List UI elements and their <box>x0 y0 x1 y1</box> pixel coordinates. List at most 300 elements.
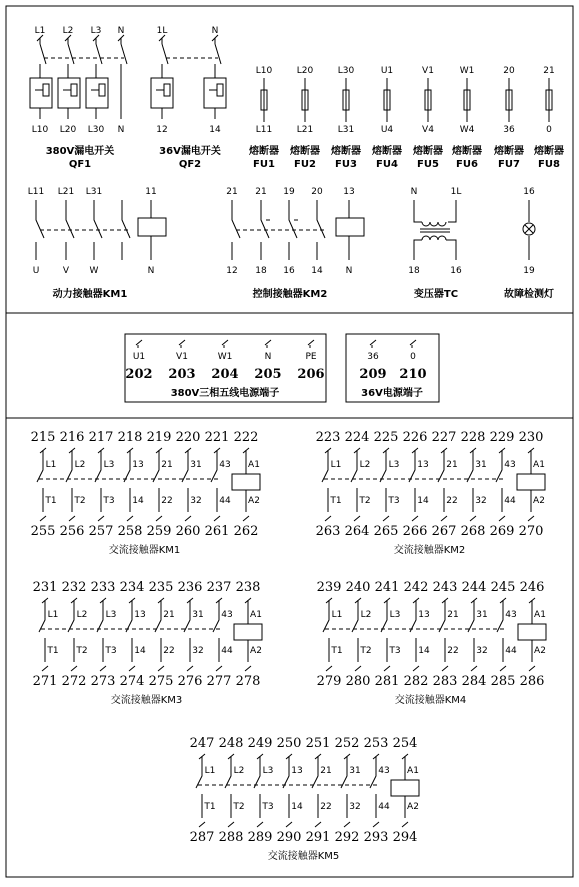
km2-term-bottom: 14 <box>311 266 323 276</box>
pole-label-top: L2 <box>359 460 371 470</box>
fuse-code: FU7 <box>498 159 520 170</box>
contactor-term-bottom: 281 <box>374 674 400 689</box>
fuse-term-bottom: 0 <box>546 125 552 135</box>
terminal-screw-icon <box>71 666 77 671</box>
km1-power-contactor <box>28 187 166 300</box>
fuse-term-bottom: L31 <box>337 125 355 135</box>
contactor-term-bottom: 256 <box>59 524 85 539</box>
fuse-code: FU2 <box>294 159 316 170</box>
pole-label-bottom: T3 <box>388 496 400 506</box>
fuse-fu6 <box>451 66 482 170</box>
terminal-screw-icon <box>344 822 350 827</box>
contactor-name: 交流接触器KM5 <box>267 851 340 862</box>
contactor-km2 <box>316 430 545 556</box>
terminal-380v-title: 380V三相五线电源端子 <box>170 388 280 399</box>
contactor-term-top: 248 <box>218 736 244 751</box>
fuse-name: 熔断器 <box>452 146 482 157</box>
contactor-term-top: 234 <box>119 580 145 595</box>
terminal-screw-icon <box>179 340 185 348</box>
contactor-km4 <box>317 580 546 706</box>
pole-label-top: 21 <box>320 766 332 776</box>
contact-pole <box>381 600 387 662</box>
terminal-screw-icon <box>98 516 104 521</box>
contactor-term-top: 232 <box>61 580 87 595</box>
pole-label-bottom: T3 <box>103 496 115 506</box>
pole-label-top: 13 <box>132 460 144 470</box>
contactor-name: 交流接触器KM1 <box>108 545 181 556</box>
km1-name: 动力接触器KM1 <box>52 289 128 300</box>
contactor-km3 <box>33 580 262 706</box>
lamp-name: 故障检测灯 <box>504 289 554 300</box>
pole-label-top: 21 <box>446 460 458 470</box>
contact-pole <box>184 600 190 662</box>
contactor-term-bottom: 278 <box>235 674 261 689</box>
contactor-term-bottom: 292 <box>334 830 360 845</box>
pole-label-top: L1 <box>45 460 57 470</box>
contact-pole <box>351 450 357 512</box>
pole-label-bottom: T1 <box>330 496 342 506</box>
contactor-km1 <box>31 430 260 556</box>
fuse-term-top: V1 <box>422 66 434 76</box>
contactor-term-top: 236 <box>177 580 203 595</box>
contactor-name: 交流接触器KM2 <box>393 545 466 556</box>
pole-label-bottom: A2 <box>248 496 260 506</box>
contactor-term-bottom: 274 <box>119 674 145 689</box>
contactor-term-bottom: 285 <box>490 674 516 689</box>
fuse-fu7 <box>493 66 524 170</box>
contact-pole <box>352 600 358 662</box>
qf1-term-bottom: L30 <box>87 125 105 135</box>
qf1-code: QF1 <box>68 159 92 170</box>
pole-label-top: L2 <box>74 460 86 470</box>
terminal-screw-icon <box>383 516 389 521</box>
contactor-term-top: 245 <box>490 580 516 595</box>
fuse-fu8 <box>533 66 564 170</box>
terminal-screw-icon <box>315 822 321 827</box>
km2-term-top: 21 <box>226 187 238 197</box>
pole-label-bottom: 44 <box>221 646 233 656</box>
pole-label-top: 43 <box>504 460 516 470</box>
pole-label-bottom: 32 <box>190 496 202 506</box>
terminal-number: 205 <box>254 367 282 382</box>
pole-label-bottom: 44 <box>504 496 516 506</box>
pole-label-top: L3 <box>262 766 274 776</box>
km1-term-bottom: W <box>89 266 99 276</box>
fuse-term-bottom: L11 <box>255 125 273 135</box>
pole-label-top: 13 <box>417 460 429 470</box>
km1-term-top: L11 <box>27 187 45 197</box>
contact-pole <box>213 600 219 662</box>
fuse-name: 熔断器 <box>413 146 443 157</box>
contactor-term-bottom: 277 <box>206 674 232 689</box>
contact-pole <box>196 756 202 818</box>
fuse-term-top: U1 <box>380 66 394 76</box>
fuse-term-bottom: W4 <box>459 125 475 135</box>
tc-term-bottom: 18 <box>408 266 420 276</box>
contactor-term-top: 225 <box>373 430 399 445</box>
terminal-screw-icon <box>286 822 292 827</box>
terminal-screw-icon <box>158 666 164 671</box>
pole-label-bottom: T1 <box>47 646 59 656</box>
terminal-block-380v <box>125 334 326 402</box>
pole-label-top: 31 <box>475 460 487 470</box>
contact-pole <box>322 450 328 512</box>
contactor-term-top: 233 <box>90 580 116 595</box>
fuse-name: 熔断器 <box>331 146 361 157</box>
contactor-term-bottom: 276 <box>177 674 203 689</box>
terminal-screw-icon <box>370 340 376 348</box>
pole-label-bottom: T2 <box>74 496 86 506</box>
contact-pole <box>467 450 473 512</box>
fuse-code: FU5 <box>417 159 439 170</box>
terminal-screw-icon <box>325 516 331 521</box>
fuse-fu3 <box>330 66 361 170</box>
contactor-term-top: 237 <box>206 580 232 595</box>
terminal-number: 210 <box>399 367 427 382</box>
terminal-screw-icon <box>245 666 251 671</box>
qf1-term-bottom: N <box>117 125 125 135</box>
qf2-breaker <box>151 26 226 170</box>
contactor-term-top: 221 <box>204 430 230 445</box>
contactor-term-bottom: 259 <box>146 524 172 539</box>
km2-term-bottom: N <box>345 266 353 276</box>
contactor-term-top: 246 <box>519 580 545 595</box>
pole-label-bottom: 32 <box>349 802 361 812</box>
pole-label-bottom: A2 <box>250 646 262 656</box>
contact-pole <box>468 600 474 662</box>
contact-pole <box>410 600 416 662</box>
terminal-screw-icon <box>499 516 505 521</box>
fuse-term-bottom: V4 <box>422 125 434 135</box>
contactor-term-bottom: 263 <box>315 524 341 539</box>
contact-pole <box>37 450 43 512</box>
pole-label-bottom: 22 <box>161 496 173 506</box>
contactor-term-top: 230 <box>518 430 544 445</box>
contactor-term-top: 253 <box>363 736 389 751</box>
pole-label-bottom: 44 <box>219 496 231 506</box>
pole-label-bottom: T2 <box>233 802 245 812</box>
pole-label-bottom: 44 <box>505 646 517 656</box>
terminal-screw-icon <box>199 822 205 827</box>
pole-label-bottom: A2 <box>534 646 546 656</box>
fuse-name: 熔断器 <box>290 146 320 157</box>
pole-label-top: A1 <box>407 766 419 776</box>
contactor-term-top: 227 <box>431 430 457 445</box>
contactor-term-bottom: 264 <box>344 524 370 539</box>
qf1-poles <box>30 35 127 119</box>
terminal-36v-cells <box>359 340 426 382</box>
terminal-screw-icon <box>441 516 447 521</box>
pole-label-top: 31 <box>190 460 202 470</box>
contactor-term-bottom: 260 <box>175 524 201 539</box>
fuse-term-bottom: L21 <box>296 125 314 135</box>
terminal-block-36v <box>346 334 439 402</box>
tc-windings <box>414 200 456 260</box>
coil-symbol <box>391 780 419 796</box>
terminal-number: 204 <box>211 367 239 382</box>
contact-pole <box>341 756 347 818</box>
terminal-label: 0 <box>410 352 416 362</box>
km1-term-bottom: U <box>32 266 40 276</box>
fuse-term-top: L20 <box>296 66 314 76</box>
contactor-term-bottom: 269 <box>489 524 515 539</box>
pole-label-bottom: T2 <box>359 496 371 506</box>
pole-label-top: L3 <box>103 460 115 470</box>
pole-label-bottom: T1 <box>331 646 343 656</box>
coil-symbol <box>517 474 545 490</box>
pole-label-top: 43 <box>219 460 231 470</box>
terminal-screw-icon <box>354 516 360 521</box>
terminal-screw-icon <box>265 340 271 348</box>
contactor-term-bottom: 271 <box>32 674 58 689</box>
km2-term-bottom: 16 <box>283 266 295 276</box>
pole-label-bottom: 22 <box>163 646 175 656</box>
km1-term-bottom: N <box>147 266 155 276</box>
contact-pole <box>225 756 231 818</box>
terminal-label: U1 <box>132 352 146 362</box>
km2-contacts <box>232 200 364 260</box>
pole-label-top: 31 <box>349 766 361 776</box>
terminal-screw-icon <box>127 516 133 521</box>
terminal-screw-icon <box>40 516 46 521</box>
contact-pole <box>380 450 386 512</box>
contactor-term-bottom: 266 <box>402 524 428 539</box>
terminal-screw-icon <box>129 666 135 671</box>
qf1-term-bottom: L10 <box>31 125 49 135</box>
pole-label-bottom: T1 <box>204 802 216 812</box>
contactor-term-top: 244 <box>461 580 487 595</box>
pole-label-top: A1 <box>250 610 262 620</box>
pole-label-bottom: T1 <box>45 496 57 506</box>
qf1-term-top: L2 <box>62 26 74 36</box>
terminal-screw-icon <box>413 666 419 671</box>
fuse-term-top: L30 <box>337 66 355 76</box>
tc-name: 变压器TC <box>413 289 459 300</box>
contactor-term-bottom: 255 <box>30 524 56 539</box>
pole-label-bottom: 14 <box>417 496 429 506</box>
terminal-screw-icon <box>500 666 506 671</box>
contactor-name: 交流接触器KM4 <box>394 695 467 706</box>
terminal-number: 209 <box>359 367 387 382</box>
fuse-code: FU1 <box>253 159 275 170</box>
contactor-term-bottom: 273 <box>90 674 116 689</box>
terminal-label: V1 <box>176 352 188 362</box>
terminal-screw-icon <box>442 666 448 671</box>
contact-pole <box>66 450 72 512</box>
contactor-term-top: 251 <box>305 736 331 751</box>
pole-label-top: L1 <box>47 610 59 620</box>
fuse-term-top: 20 <box>503 66 515 76</box>
terminal-number: 203 <box>168 367 196 382</box>
terminal-screw-icon <box>410 340 416 348</box>
coil-symbol <box>518 624 546 640</box>
contactor-term-bottom: 283 <box>432 674 458 689</box>
fuse-fu2 <box>289 66 320 170</box>
qf1-term-bottom: L20 <box>59 125 77 135</box>
contact-pole <box>211 450 217 512</box>
contactor-name: 交流接触器KM3 <box>110 695 183 706</box>
pole-label-top: L3 <box>389 610 401 620</box>
contactor-term-bottom: 290 <box>276 830 302 845</box>
contact-pole <box>39 600 45 662</box>
pole-label-bottom: 32 <box>192 646 204 656</box>
contactor-term-bottom: 279 <box>316 674 342 689</box>
km1-term-bottom: V <box>62 266 70 276</box>
pole-label-top: 21 <box>447 610 459 620</box>
contactor-term-top: 242 <box>403 580 429 595</box>
terminal-screw-icon <box>136 340 142 348</box>
qf2-term-top: N <box>211 26 219 36</box>
qf1-term-top: L3 <box>90 26 102 36</box>
fuse-term-top: W1 <box>459 66 475 76</box>
contactor-term-bottom: 261 <box>204 524 230 539</box>
terminal-screw-icon <box>326 666 332 671</box>
pole-label-top: L3 <box>105 610 117 620</box>
contact-pole <box>155 600 161 662</box>
contact-pole <box>254 756 260 818</box>
terminal-label: N <box>264 352 272 362</box>
pole-label-bottom: 22 <box>446 496 458 506</box>
contactor-term-bottom: 275 <box>148 674 174 689</box>
km2-term-top: 19 <box>283 187 295 197</box>
terminal-screw-icon <box>373 822 379 827</box>
terminal-label: 36 <box>367 352 379 362</box>
contactor-term-top: 226 <box>402 430 428 445</box>
pole-label-top: A1 <box>534 610 546 620</box>
terminal-screw-icon <box>470 516 476 521</box>
fuse-name: 熔断器 <box>249 146 279 157</box>
contactor-term-bottom: 289 <box>247 830 273 845</box>
contactor-term-bottom: 280 <box>345 674 371 689</box>
qf1-term-top: N <box>117 26 125 36</box>
terminal-screw-icon <box>69 516 75 521</box>
contactor-term-top: 231 <box>32 580 58 595</box>
contactor-term-bottom: 288 <box>218 830 244 845</box>
contactor-term-bottom: 272 <box>61 674 87 689</box>
lamp-term-bottom: 19 <box>523 266 535 276</box>
pole-label-top: 21 <box>163 610 175 620</box>
contact-pole <box>124 450 130 512</box>
terminal-label: PE <box>305 352 317 362</box>
fuse-code: FU6 <box>456 159 478 170</box>
pole-label-bottom: 44 <box>378 802 390 812</box>
qf2-term-bottom: 12 <box>156 125 168 135</box>
terminal-number: 202 <box>125 367 153 382</box>
contactor-term-bottom: 282 <box>403 674 429 689</box>
fuse-term-bottom: 36 <box>503 125 515 135</box>
terminal-screw-icon <box>100 666 106 671</box>
terminal-number: 206 <box>297 367 325 382</box>
km2-term-top: 13 <box>343 187 355 197</box>
pole-label-bottom: T2 <box>360 646 372 656</box>
contactor-term-top: 241 <box>374 580 400 595</box>
fuse-term-top: 21 <box>543 66 555 76</box>
terminal-screw-icon <box>402 822 408 827</box>
pole-label-bottom: 22 <box>447 646 459 656</box>
terminal-screw-icon <box>529 666 535 671</box>
contact-pole <box>97 600 103 662</box>
pole-label-top: 13 <box>291 766 303 776</box>
contactor-term-top: 215 <box>30 430 56 445</box>
fuse-code: FU3 <box>335 159 357 170</box>
terminal-screw-icon <box>308 340 314 348</box>
terminal-screw-icon <box>355 666 361 671</box>
fuse-term-top: L10 <box>255 66 273 76</box>
pole-label-bottom: A2 <box>407 802 419 812</box>
contactor-term-top: 238 <box>235 580 261 595</box>
qf2-code: QF2 <box>178 159 202 170</box>
qf2-term-bottom: 14 <box>209 125 221 135</box>
pole-label-top: A1 <box>248 460 260 470</box>
pole-label-bottom: 14 <box>132 496 144 506</box>
terminal-36v-title: 36V电源端子 <box>361 388 423 399</box>
km1-term-top: L31 <box>85 187 103 197</box>
fuse-name: 熔断器 <box>494 146 524 157</box>
fuse-term-bottom: U4 <box>380 125 394 135</box>
km2-name: 控制接触器KM2 <box>252 289 328 300</box>
contact-pole <box>497 600 503 662</box>
contactor-km5 <box>190 736 419 862</box>
terminal-screw-icon <box>471 666 477 671</box>
km1-poles <box>36 200 166 260</box>
contact-pole <box>182 450 188 512</box>
contactor-term-top: 224 <box>344 430 370 445</box>
terminal-screw-icon <box>243 516 249 521</box>
pole-label-bottom: A2 <box>533 496 545 506</box>
tc-term-top: N <box>410 187 418 197</box>
terminal-screw-icon <box>384 666 390 671</box>
terminal-380v-cells <box>125 340 324 382</box>
pole-label-bottom: 14 <box>291 802 303 812</box>
pole-label-bottom: 32 <box>475 496 487 506</box>
contactor-term-top: 250 <box>276 736 302 751</box>
contactor-term-top: 239 <box>316 580 342 595</box>
contactor-term-bottom: 262 <box>233 524 259 539</box>
pole-label-bottom: 22 <box>320 802 332 812</box>
pole-label-top: L2 <box>360 610 372 620</box>
fuse-fu1 <box>248 66 279 170</box>
contactor-term-top: 249 <box>247 736 273 751</box>
terminal-screw-icon <box>228 822 234 827</box>
contactor-term-top: 228 <box>460 430 486 445</box>
pole-label-top: 13 <box>418 610 430 620</box>
qf2-term-top: 1L <box>156 26 168 36</box>
pole-label-bottom: 14 <box>418 646 430 656</box>
contactor-term-top: 252 <box>334 736 360 751</box>
pole-label-top: L2 <box>233 766 245 776</box>
terminal-screw-icon <box>185 516 191 521</box>
terminal-screw-icon <box>257 822 263 827</box>
contact-pole <box>126 600 132 662</box>
pole-label-top: 31 <box>476 610 488 620</box>
pole-label-top: 21 <box>161 460 173 470</box>
pole-label-top: L3 <box>388 460 400 470</box>
fuse-code: FU4 <box>376 159 398 170</box>
pole-label-top: 31 <box>192 610 204 620</box>
qf2-poles <box>151 35 226 119</box>
contactor-term-bottom: 267 <box>431 524 457 539</box>
pole-label-top: 43 <box>378 766 390 776</box>
contactor-term-top: 243 <box>432 580 458 595</box>
contactor-term-bottom: 284 <box>461 674 487 689</box>
contactor-term-top: 219 <box>146 430 172 445</box>
coil-symbol <box>232 474 260 490</box>
fuse-fu5 <box>412 66 443 170</box>
contactor-term-bottom: 257 <box>88 524 114 539</box>
lamp-term-top: 16 <box>523 187 535 197</box>
contactor-term-bottom: 294 <box>392 830 418 845</box>
contact-pole <box>323 600 329 662</box>
